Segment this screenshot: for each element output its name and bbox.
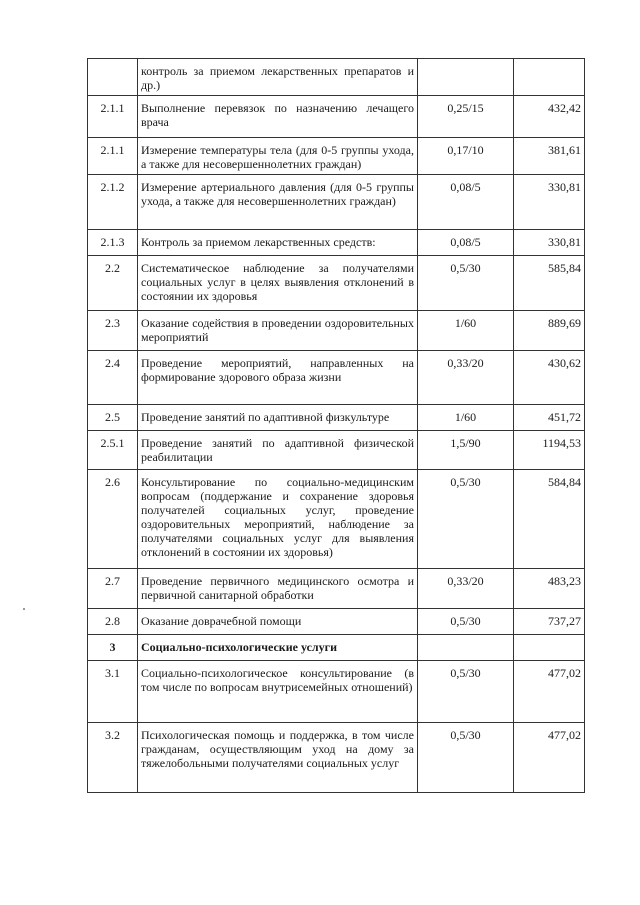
price: 330,81	[514, 175, 585, 230]
price: 889,69	[514, 311, 585, 351]
row-number: 2.4	[88, 351, 138, 405]
price: 430,62	[514, 351, 585, 405]
service-description: Проведение мероприятий, направленных на формирование здорового образа жизни	[138, 351, 418, 405]
service-description: Выполнение перевязок по назначению лечащего врача	[138, 96, 418, 138]
scan-speck	[23, 608, 25, 610]
service-description: Проведение первичного медицинского осмотра и первичной санитарной обработки	[138, 569, 418, 609]
service-description: Систематическое наблюдение за получателями социальных услуг в целях выявления отклонений в состоянии их здоровья	[138, 256, 418, 311]
time-norm: 1/60	[418, 405, 514, 431]
table-row	[88, 175, 585, 230]
row-number: 2.1.1	[88, 96, 138, 138]
table-row	[88, 311, 585, 351]
price: 451,72	[514, 405, 585, 431]
row-number: 2.2	[88, 256, 138, 311]
price: 477,02	[514, 661, 585, 723]
time-norm: 1,5/90	[418, 431, 514, 470]
price: 1194,53	[514, 431, 585, 470]
time-norm: 0,5/30	[418, 256, 514, 311]
row-number: 3.1	[88, 661, 138, 723]
services-table	[87, 58, 585, 793]
row-number: 2.7	[88, 569, 138, 609]
time-norm: 0,33/20	[418, 569, 514, 609]
time-norm: 0,5/30	[418, 723, 514, 793]
time-norm: 1/60	[418, 311, 514, 351]
time-norm: 0,5/30	[418, 661, 514, 723]
service-description: Измерение температуры тела (для 0-5 группы ухода, а также для несовершеннолетних граждан)	[138, 138, 418, 175]
service-description: Социально-психологические услуги	[138, 635, 418, 661]
time-norm: 0,25/15	[418, 96, 514, 138]
table-row	[88, 431, 585, 470]
row-number: 3.2	[88, 723, 138, 793]
table-row	[88, 405, 585, 431]
table-row	[88, 256, 585, 311]
table-row	[88, 96, 585, 138]
price	[514, 635, 585, 661]
row-number: 2.3	[88, 311, 138, 351]
price: 584,84	[514, 470, 585, 569]
service-description: Контроль за приемом лекарственных средств:	[138, 230, 418, 256]
table-row	[88, 609, 585, 635]
row-number: 2.8	[88, 609, 138, 635]
row-number: 2.5.1	[88, 431, 138, 470]
price: 585,84	[514, 256, 585, 311]
table-row	[88, 635, 585, 661]
price: 381,61	[514, 138, 585, 175]
row-number	[88, 59, 138, 96]
price: 432,42	[514, 96, 585, 138]
service-description: Консультирование по социально-медицинским вопросам (поддержание и сохранение здоровья получателей социальных услуг, проведение оздоровительных мероприятий, наблюдение за получателями социальных услуг для выявления отклонений в состоянии их здоровья)	[138, 470, 418, 569]
time-norm: 0,5/30	[418, 470, 514, 569]
table-row	[88, 138, 585, 175]
table-row	[88, 470, 585, 569]
row-number: 2.1.3	[88, 230, 138, 256]
price: 483,23	[514, 569, 585, 609]
time-norm	[418, 635, 514, 661]
table-row	[88, 230, 585, 256]
price: 330,81	[514, 230, 585, 256]
service-description: Социально-психологическое консультирование (в том числе по вопросам внутрисемейных отношений)	[138, 661, 418, 723]
time-norm: 0,08/5	[418, 230, 514, 256]
price	[514, 59, 585, 96]
service-description: Оказание доврачебной помощи	[138, 609, 418, 635]
services-table-body	[88, 59, 585, 793]
table-row	[88, 569, 585, 609]
row-number: 2.1.2	[88, 175, 138, 230]
table-row	[88, 351, 585, 405]
service-description: контроль за приемом лекарственных препаратов и др.)	[138, 59, 418, 96]
service-description: Психологическая помощь и поддержка, в том числе гражданам, осуществляющим уход на дому за тяжелобольными получателями социальных услуг	[138, 723, 418, 793]
service-description: Оказание содействия в проведении оздоровительных мероприятий	[138, 311, 418, 351]
service-description: Проведение занятий по адаптивной физической реабилитации	[138, 431, 418, 470]
row-number: 3	[88, 635, 138, 661]
row-number: 2.1.1	[88, 138, 138, 175]
time-norm: 0,5/30	[418, 609, 514, 635]
time-norm: 0,08/5	[418, 175, 514, 230]
table-row	[88, 59, 585, 96]
service-description: Проведение занятий по адаптивной физкультуре	[138, 405, 418, 431]
time-norm: 0,17/10	[418, 138, 514, 175]
time-norm	[418, 59, 514, 96]
table-row	[88, 723, 585, 793]
price: 477,02	[514, 723, 585, 793]
time-norm: 0,33/20	[418, 351, 514, 405]
service-description: Измерение артериального давления (для 0-5 группы ухода, а также для несовершеннолетних граждан)	[138, 175, 418, 230]
row-number: 2.5	[88, 405, 138, 431]
table-row	[88, 661, 585, 723]
price: 737,27	[514, 609, 585, 635]
row-number: 2.6	[88, 470, 138, 569]
